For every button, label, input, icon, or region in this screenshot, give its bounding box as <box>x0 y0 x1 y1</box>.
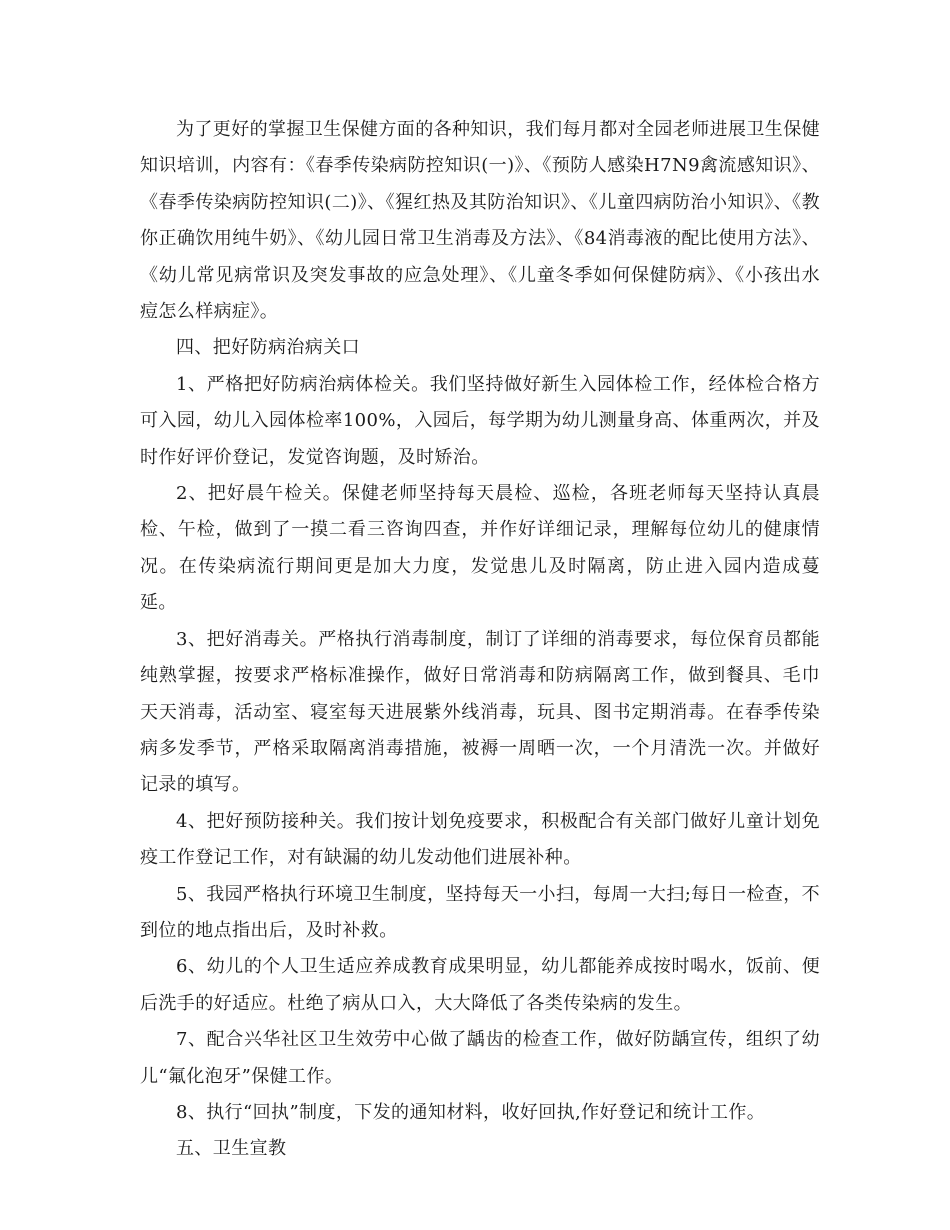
paragraph-item-2: 2、把好晨午检关。保健老师坚持每天晨检、巡检，各班老师每天坚持认真晨检、午检，做到了一摸二看三咨询四查，并作好详细记录，理解每位幼儿的健康情况。在传染病流行期间更是加大力度，发觉患儿及时隔离，防止进入园内造成蔓延。 <box>140 483 820 614</box>
heading-section-five: 五、卫生宣教 <box>176 1138 287 1160</box>
paragraph-item-5: 5、我园严格执行环境卫生制度，坚持每天一小扫，每周一大扫;每日一检查，不到位的地点指出后，及时补救。 <box>140 883 820 941</box>
paragraph-item-3: 3、把好消毒关。严格执行消毒制度，制订了详细的消毒要求，每位保育员都能纯熟掌握，按要求严格标准操作，做好日常消毒和防病隔离工作，做到餐具、毛巾天天消毒，活动室、寝室每天进展紫外线消毒，玩具、图书定期消毒。在春季传染病多发季节，严格采取隔离消毒措施，被褥一周晒一次，一个月清洗一次。并做好记录的填写。 <box>140 628 820 796</box>
paragraph-item-7: 7、配合兴华社区卫生效劳中心做了龋齿的检查工作，做好防龋宣传，组织了幼儿“氟化泡牙”保健工作。 <box>140 1029 820 1087</box>
heading-section-four: 四、把好防病治病关口 <box>176 337 360 359</box>
paragraph-item-8: 8、执行“回执”制度，下发的通知材料，收好回执,作好登记和统计工作。 <box>176 1101 766 1123</box>
paragraph-item-4: 4、把好预防接种关。我们按计划免疫要求，积极配合有关部门做好儿童计划免疫工作登记工作，对有缺漏的幼儿发动他们进展补种。 <box>140 810 820 869</box>
paragraph-training: 为了更好的掌握卫生保健方面的各种知识，我们每月都对全园老师进展卫生保健知识培训，内容有：《春季传染病防控知识(一)》、《预防人感染H7N9禽流感知识》、《春季传染病防控知识(二)》、《猩红热及其防治知识》、《儿童四病防治小知识》、《教你正确饮用纯牛奶》、《幼儿园日常卫生消毒及方法》、《84消毒液的配比使用方法》、《幼儿常见病常识及突发事故的应急处理》、《儿童冬季如何保健防病》、《小孩出水痘怎么样病症》。 <box>140 119 820 323</box>
paragraph-item-1: 1、严格把好防病治病体检关。我们坚持做好新生入园体检工作，经体检合格方可入园，幼儿入园体检率100%，入园后，每学期为幼儿测量身高、体重两次，并及时作好评价登记，发觉咨询题，及时矫治。 <box>140 373 820 468</box>
document-body <box>140 112 820 1168</box>
paragraph-item-6: 6、幼儿的个人卫生适应养成教育成果明显，幼儿都能养成按时喝水，饭前、便后洗手的好适应。杜绝了病从口入，大大降低了各类传染病的发生。 <box>140 956 820 1014</box>
